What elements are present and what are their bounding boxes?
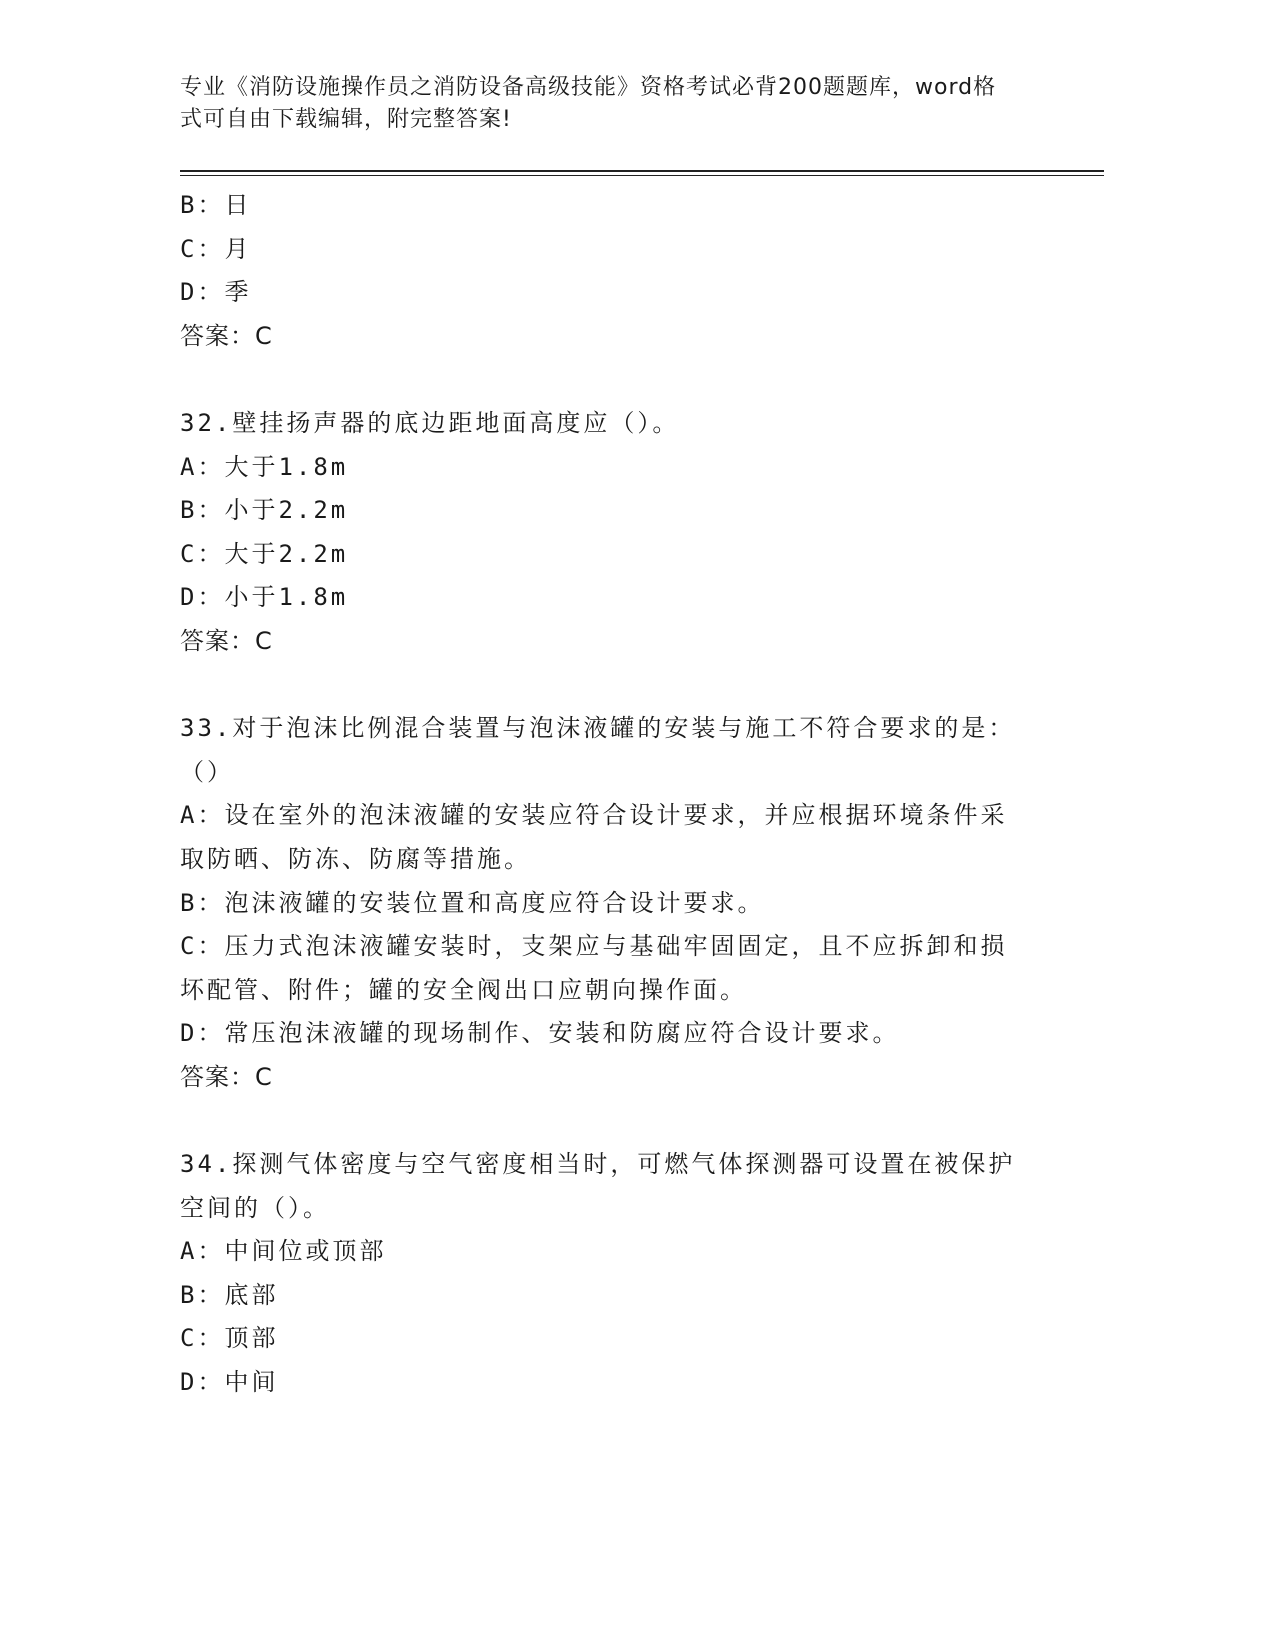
answer-line: 答案：C [180, 1062, 273, 1091]
option-d: D：常压泡沫液罐的现场制作、安装和防腐应符合设计要求。 [180, 1019, 900, 1048]
option-a-line-1: A：设在室外的泡沫液罐的安装应符合设计要求，并应根据环境条件采 [180, 801, 1008, 830]
answer-line: 答案：C [180, 626, 273, 655]
option-c: C：大于2.2m [180, 539, 349, 568]
option-b: B：小于2.2m [180, 496, 349, 525]
option-c-line-1: C：压力式泡沫液罐安装时，支架应与基础牢固固定，且不应拆卸和损 [180, 932, 1008, 961]
question-text-line-1: 34.探测气体密度与空气密度相当时，可燃气体探测器可设置在被保护 [180, 1150, 1016, 1179]
question-text-line-2: 空间的（）。 [180, 1193, 330, 1222]
option-d: D：小于1.8m [180, 583, 349, 612]
question-text-line-2: （） [180, 757, 234, 786]
option-d: D：季 [180, 278, 252, 307]
question-text: 32.壁挂扬声器的底边距地面高度应（）。 [180, 408, 680, 437]
option-c: C：月 [180, 234, 252, 263]
option-c: C：顶部 [180, 1324, 279, 1353]
document-header [180, 72, 1060, 136]
question-33 [180, 707, 1040, 1099]
option-a: A：大于1.8m [180, 452, 349, 481]
option-d: D：中间 [180, 1368, 279, 1397]
option-a: A：中间位或顶部 [180, 1237, 387, 1266]
answer-line: 答案：C [180, 321, 273, 350]
option-b: B：泡沫液罐的安装位置和高度应符合设计要求。 [180, 888, 765, 917]
option-b: B：底部 [180, 1280, 279, 1309]
option-c-line-2: 坏配管、附件；罐的安全阀出口应朝向操作面。 [180, 975, 747, 1004]
option-a-line-2: 取防晒、防冻、防腐等措施。 [180, 844, 531, 873]
header-divider-thick [180, 170, 1104, 172]
previous-question-continuation [180, 184, 1040, 358]
header-line-1: 专业《消防设施操作员之消防设备高级技能》资格考试必背200题题库，word格 [180, 75, 997, 100]
question-34 [180, 1143, 1040, 1405]
header-divider-thin [180, 175, 1104, 176]
option-b: B：日 [180, 191, 252, 219]
question-content [180, 184, 1040, 1405]
header-line-2: 式可自由下载编辑，附完整答案! [180, 107, 512, 132]
question-32 [180, 402, 1040, 664]
question-text-line-1: 33.对于泡沫比例混合装置与泡沫液罐的安装与施工不符合要求的是： [180, 714, 1016, 743]
